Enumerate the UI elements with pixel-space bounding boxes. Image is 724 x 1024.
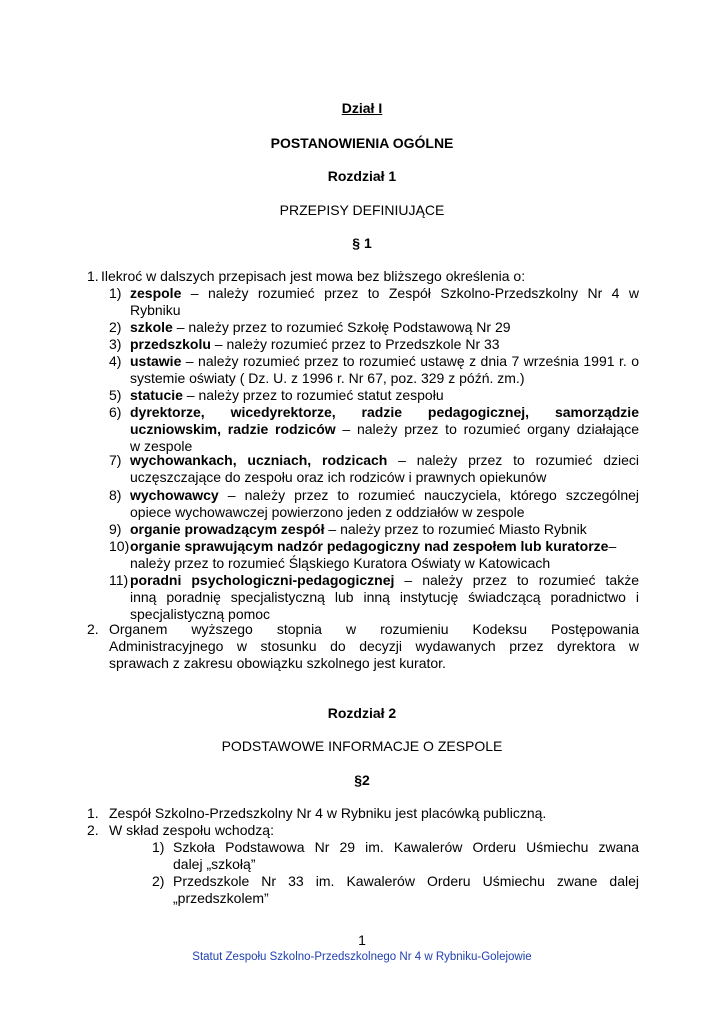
item-text: inną poradnię specjalistyczną lub inną instytucję świadczącą poradnictwo i <box>130 589 639 605</box>
item-term: zespole <box>130 285 182 301</box>
item-text: – należy rozumieć przez to Przedszkole Nr 33 <box>210 336 500 352</box>
item-text: – należy przez to rozumieć Miasto Rybnik <box>324 521 587 537</box>
item-number: 2) <box>109 319 122 335</box>
item-term: ustawie <box>130 353 182 369</box>
footer-text: Statut Zespołu Szkolno-Przedszkolnego Nr 4 w Rybniku-Golejowie <box>192 951 532 963</box>
section1-heading: § 1 <box>352 235 372 251</box>
item-term: przedszkolu <box>130 336 211 352</box>
item-text: opiece wychowawczej powierzono jeden z oddziałów w zespole <box>130 504 525 520</box>
item-term: statucie <box>130 387 183 403</box>
item-text: systemie oświaty ( Dz. U. z 1996 r. Nr 67, poz. 329 z późń. zm.) <box>130 370 525 386</box>
item-term: dyrektorze, wicedyrektorze, radzie pedagogicznej, samorządzie <box>130 404 639 420</box>
item-text: dalej „szkołą” <box>173 856 256 872</box>
item-text: – należy rozumieć przez to rozumieć ustawę z dnia 7 września 1991 r. o <box>181 353 639 369</box>
point2-text: sprawach z zakresu obowiązku szkolnego jest kurator. <box>109 655 446 671</box>
item-text: Przedszkole Nr 33 im. Kawalerów Orderu Uśmiechu zwane dalej <box>173 873 639 889</box>
item-text: – należy przez to rozumieć dzieci <box>387 452 639 468</box>
item-term: wychowawcy <box>130 487 219 503</box>
item-text: – należy przez to rozumieć organy działające <box>335 421 639 437</box>
item-number: 1) <box>109 285 122 301</box>
item-text: – należy przez to rozumieć statut zespołu <box>182 387 444 403</box>
point2-number: 2. <box>87 621 99 637</box>
item-number: 9) <box>109 521 122 537</box>
item-number: 7) <box>109 452 122 468</box>
item-number: 11) <box>109 572 129 588</box>
item-number: 10) <box>109 538 130 554</box>
point-text: Zespół Szkolno-Przedszkolny Nr 4 w Rybniku jest placówką publiczną. <box>109 805 547 821</box>
chapter1-title: PRZEPISY DEFINIUJĄCE <box>279 202 445 218</box>
item-text: – należy przez to rozumieć nauczyciela, którego szczególnej <box>218 487 639 503</box>
item-text: – należy rozumieć przez to Zespół Szkolno-Przedszkolny Nr 4 w <box>181 285 639 301</box>
item-number: 2) <box>152 873 165 889</box>
item-number: 3) <box>109 336 122 352</box>
chapter2-heading: Rozdział 2 <box>327 705 397 721</box>
item-number: 8) <box>109 487 122 503</box>
division-title: POSTANOWIENIA OGÓLNE <box>270 135 454 151</box>
item-number: 6) <box>109 404 122 420</box>
item-text: Szkoła Podstawowa Nr 29 im. Kawalerów Orderu Uśmiechu zwana <box>173 839 639 855</box>
item-number: 5) <box>109 387 122 403</box>
item-text: specjalistyczną pomoc <box>130 606 271 622</box>
item-text: „przedszkolem” <box>173 890 269 906</box>
list-item <box>87 285 639 319</box>
item-number: 1) <box>152 839 165 855</box>
item-term: poradni psychologiczni-pedagogicznej <box>130 572 395 588</box>
point-text: W skład zespołu wchodzą: <box>109 822 274 838</box>
item-number: 4) <box>109 353 122 369</box>
division-heading: Dział I <box>341 100 383 116</box>
page-number: 1 <box>358 932 366 948</box>
item-text: uczęszczające do zespołu oraz ich rodziców i prawnych opiekunów <box>130 469 547 485</box>
intro-text: Ilekroć w dalszych przepisach jest mowa bez bliższego określenia o: <box>101 268 526 284</box>
item-term: organie prowadzącym zespół <box>130 521 325 537</box>
item-term: uczniowskim, radzie rodziców <box>130 421 336 437</box>
point-number: 2. <box>87 822 99 838</box>
chapter1-heading: Rozdział 1 <box>327 168 397 184</box>
item-text: należy przez to rozumieć Śląskiego Kuratora Oświaty w Katowicach <box>130 555 551 571</box>
item-text: – należy przez to rozumieć Szkołę Podstawową Nr 29 <box>172 319 511 335</box>
item-term: szkole <box>130 319 173 335</box>
item-text: w zespole <box>130 438 193 454</box>
item-term: wychowankach, uczniach, rodzicach <box>130 452 388 468</box>
chapter2-title: PODSTAWOWE INFORMACJE O ZESPOLE <box>221 738 503 754</box>
point2-text: Organem wyższego stopnia w rozumieniu Kodeksu Postępowania <box>109 621 639 637</box>
item-term: organie sprawującym nadzór pedagogiczny nad zespołem lub kuratorze <box>130 538 609 554</box>
item-text: Rybniku <box>130 302 181 318</box>
item-text: – <box>608 538 617 554</box>
point2-text: Administracyjnego w stosunku do decyzji wydawanych przez dyrektora w <box>109 638 639 654</box>
section2-heading: §2 <box>354 772 370 788</box>
intro-number: 1. <box>87 268 99 284</box>
item-text: – należy przez to rozumieć także <box>394 572 639 588</box>
point-number: 1. <box>87 805 99 821</box>
